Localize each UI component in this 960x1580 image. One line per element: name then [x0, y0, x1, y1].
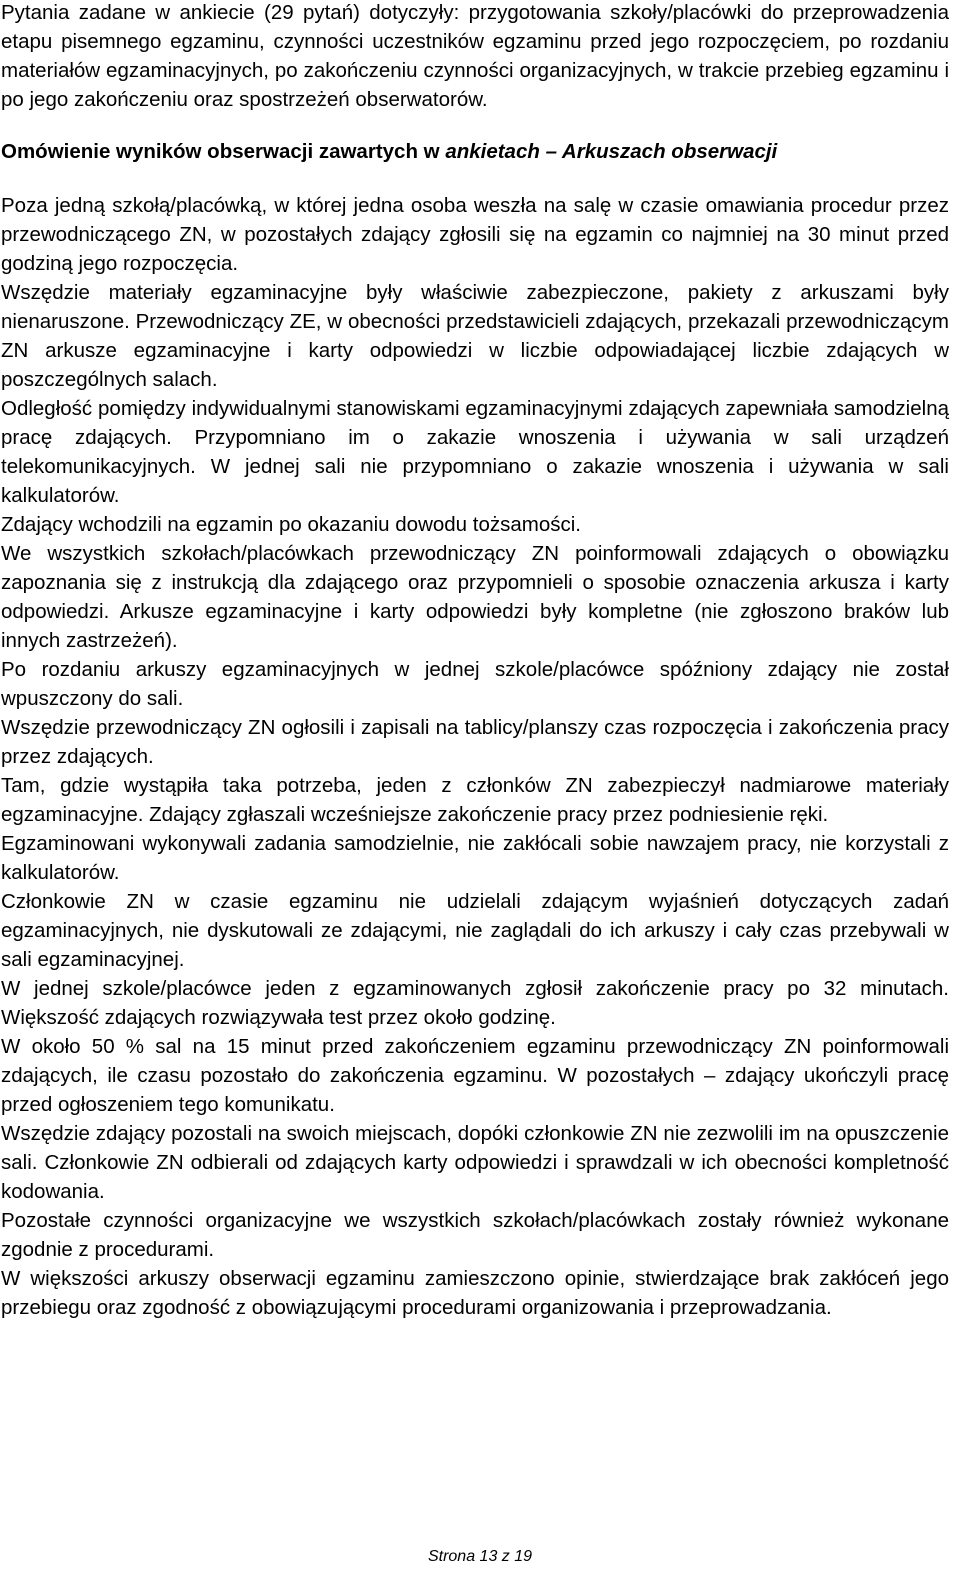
body-paragraph: W jednej szkole/placówce jeden z egzaminowanych zgłosił zakończenie pracy po 32 minutach. Większość zdających rozwiązywała test przez około godzinę. [1, 977, 949, 1029]
body-paragraph: Wszędzie zdający pozostali na swoich miejscach, dopóki członkowie ZN nie zezwolili im na opuszczenie sali. Członkowie ZN odbierali od zdających karty odpowiedzi i sprawdzali w ich obecności kompletność kodowania. [1, 1122, 949, 1203]
body-paragraph: Odległość pomiędzy indywidualnymi stanowiskami egzaminacyjnymi zdających zapewniała samodzielną pracę zdających. Przypomniano im o zakazie wnoszenia i używania w sali urządzeń telekomunikacyjnych. W jednej sali nie przypomniano o zakazie wnoszenia i używania w sali kalkulatorów. [1, 397, 949, 507]
body-paragraph: Po rozdaniu arkuszy egzaminacyjnych w jednej szkole/placówce spóźniony zdający nie został wpuszczony do sali. [1, 658, 949, 710]
section-heading [1, 137, 949, 166]
section-body [1, 191, 949, 1322]
body-paragraph: Członkowie ZN w czasie egzaminu nie udzielali zdającym wyjaśnień dotyczących zadań egzaminacyjnych, nie dyskutowali ze zdającymi, nie zaglądali do ich arkuszy i cały czas przebywali w sali egzaminacyjnej. [1, 890, 949, 971]
page-number: Strona 13 z 19 [427, 1548, 533, 1565]
body-paragraph: Poza jedną szkołą/placówką, w której jedna osoba weszła na salę w czasie omawiania procedur przez przewodniczącego ZN, w pozostałych zdający zgłosili się na egzamin co najmniej na 30 minut przed godziną jego rozpoczęcia. [1, 194, 949, 275]
section-heading-text: Omówienie wyników obserwacji zawartych w [1, 140, 446, 163]
body-paragraph: Wszędzie przewodniczący ZN ogłosili i zapisali na tablicy/planszy czas rozpoczęcia i zakończenia pracy przez zdających. [1, 716, 949, 768]
body-paragraph: We wszystkich szkołach/placówkach przewodniczący ZN poinformowali zdających o obowiązku zapoznania się z instrukcją dla zdającego oraz przypomnieli o sposobie oznaczenia arkusza i karty odpowiedzi. Arkusze egzaminacyjne i karty odpowiedzi były kompletne (nie zgłoszono braków lub innych zastrzeżeń). [1, 542, 949, 652]
body-paragraph: Pozostałe czynności organizacyjne we wszystkich szkołach/placówkach zostały również wykonane zgodnie z procedurami. [1, 1209, 949, 1261]
body-paragraph: Egzaminowani wykonywali zadania samodzielnie, nie zakłócali sobie nawzajem pracy, nie korzystali z kalkulatorów. [1, 832, 949, 884]
body-paragraph: W większości arkuszy obserwacji egzaminu zamieszczono opinie, stwierdzające brak zakłóceń jego przebiegu oraz zgodność z obowiązującymi procedurami organizowania i przeprowadzania. [1, 1267, 949, 1319]
body-paragraph: W około 50 % sal na 15 minut przed zakończeniem egzaminu przewodniczący ZN poinformowali zdających, ile czasu pozostało do zakończenia egzaminu. W pozostałych – zdający ukończyli pracę przed ogłoszeniem tego komunikatu. [1, 1035, 949, 1116]
body-paragraph: Zdający wchodzili na egzamin po okazaniu dowodu tożsamości. [1, 513, 582, 536]
body-paragraph: Tam, gdzie wystąpiła taka potrzeba, jeden z członków ZN zabezpieczył nadmiarowe materiały egzaminacyjne. Zdający zgłaszali wcześniejsze zakończenie pracy przez podniesienie ręki. [1, 774, 949, 826]
document-page [1, 0, 949, 1322]
body-paragraph: Wszędzie materiały egzaminacyjne były właściwie zabezpieczone, pakiety z arkuszami były nienaruszone. Przewodniczący ZE, w obecności przedstawicieli zdających, przekazali przewodniczącym ZN arkusze egzaminacyjne i karty odpowiedzi w liczbie odpowiadającej liczbie zdających w poszczególnych salach. [1, 281, 949, 391]
section-heading-italic: ankietach – Arkuszach obserwacji [445, 140, 778, 163]
intro-paragraph: Pytania zadane w ankiecie (29 pytań) dotyczyły: przygotowania szkoły/placówki do przeprowadzenia etapu pisemnego egzaminu, czynności uczestników egzaminu przed jego rozpoczęciem, po rozdaniu materiałów egzaminacyjnych, po zakończeniu czynności organizacyjnych, w trakcie przebieg egzaminu i po jego zakończeniu oraz spostrzeżeń obserwatorów. [1, 1, 949, 111]
